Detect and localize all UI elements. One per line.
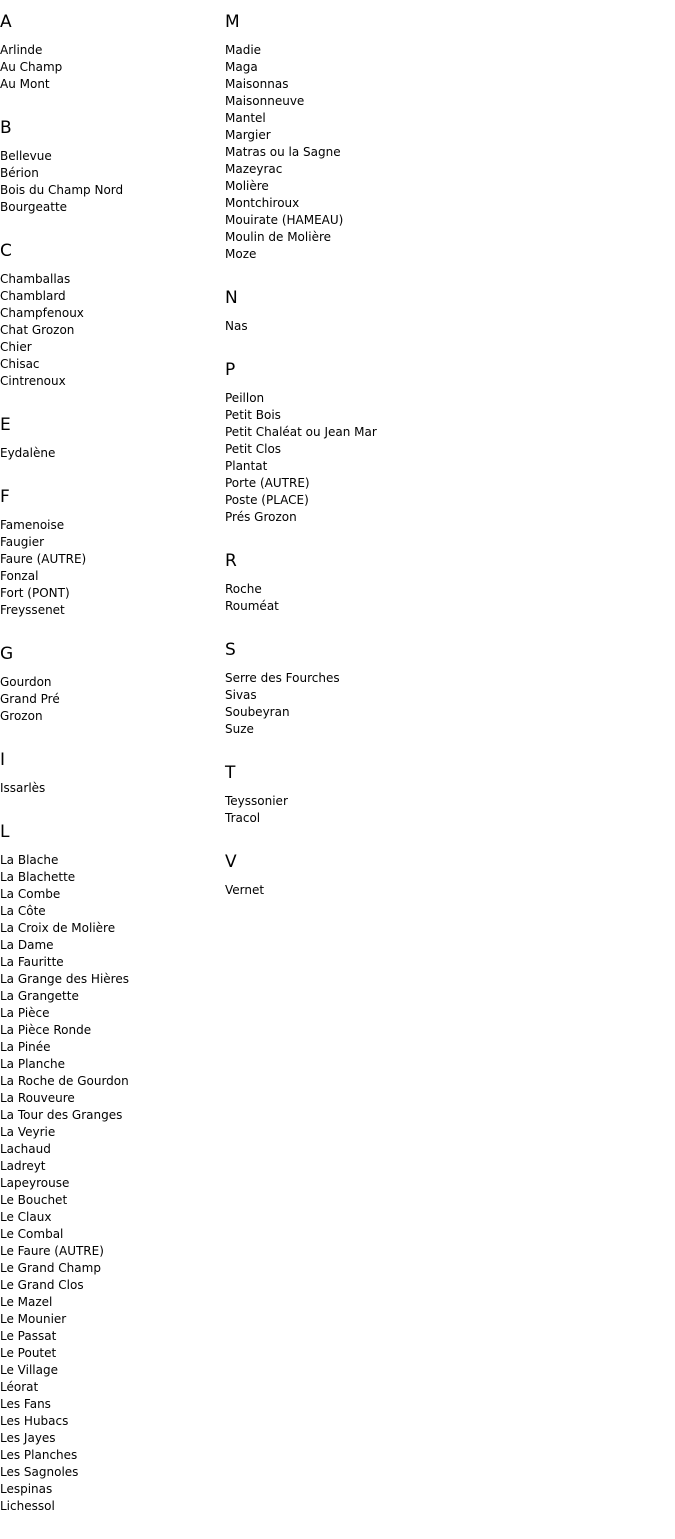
place-name[interactable]: Plantat — [225, 459, 268, 473]
place-name[interactable]: Petit Clos — [225, 442, 282, 456]
place-name[interactable]: Bois du Champ Nord — [0, 183, 124, 197]
place-name[interactable]: Lachaud — [0, 1142, 51, 1156]
place-name[interactable]: La Roche de Gourdon — [0, 1074, 129, 1088]
left-column — [0, 0, 220, 1515]
place-name[interactable]: Margier — [225, 128, 271, 142]
letter-group-b — [0, 118, 220, 216]
letter-heading: R — [225, 551, 237, 571]
place-list — [0, 42, 220, 93]
place-name[interactable]: Les Fans — [0, 1397, 51, 1411]
place-name[interactable]: Prés Grozon — [225, 510, 297, 524]
place-name[interactable]: Maga — [225, 60, 258, 74]
right-column — [225, 0, 665, 899]
place-name[interactable]: Tracol — [225, 811, 261, 825]
letter-heading: G — [0, 644, 14, 664]
place-name[interactable]: Fonzal — [0, 569, 39, 583]
place-name[interactable]: Chamballas — [0, 272, 71, 286]
place-list — [0, 674, 220, 725]
place-name[interactable]: Léorat — [0, 1380, 39, 1394]
letter-heading: P — [225, 360, 236, 380]
letter-group-r — [225, 551, 665, 615]
place-name[interactable]: Matras ou la Sagne — [225, 145, 341, 159]
place-name[interactable]: La Pinée — [0, 1040, 51, 1054]
place-name[interactable]: Nas — [225, 319, 248, 333]
letter-group-s — [225, 640, 665, 738]
place-name[interactable]: Mantel — [225, 111, 266, 125]
place-name[interactable]: Rouméat — [225, 599, 279, 613]
place-name[interactable]: Le Claux — [0, 1210, 52, 1224]
place-name[interactable]: La Grange des Hières — [0, 972, 129, 986]
place-name[interactable]: Cintrenoux — [0, 374, 66, 388]
place-name[interactable]: Moze — [225, 247, 257, 261]
letter-group-l — [0, 822, 220, 1515]
place-name[interactable]: Sivas — [225, 688, 257, 702]
place-name[interactable]: Le Bouchet — [0, 1193, 68, 1207]
place-name[interactable]: La Blache — [0, 853, 59, 867]
place-name[interactable]: Arlinde — [0, 43, 43, 57]
place-name[interactable]: Les Sagnoles — [0, 1465, 79, 1479]
place-list — [0, 445, 220, 462]
place-name[interactable]: Au Champ — [0, 60, 63, 74]
place-name[interactable]: Le Faure (AUTRE) — [0, 1244, 104, 1258]
place-name[interactable]: Teyssonier — [225, 794, 288, 808]
letter-group-p — [225, 360, 665, 526]
place-name[interactable]: La Rouveure — [0, 1091, 75, 1105]
letter-heading: I — [0, 750, 6, 770]
place-name[interactable]: Bourgeatte — [0, 200, 68, 214]
letter-heading: T — [225, 763, 236, 783]
place-name[interactable]: La Croix de Molière — [0, 921, 116, 935]
place-name[interactable]: Le Grand Clos — [0, 1278, 84, 1292]
place-list — [225, 793, 665, 827]
letter-heading: N — [225, 288, 238, 308]
place-name[interactable]: Maisonneuve — [225, 94, 305, 108]
place-name[interactable]: Le Mounier — [0, 1312, 67, 1326]
letter-group-m — [225, 12, 665, 263]
letter-group-n — [225, 288, 665, 335]
place-list — [0, 271, 220, 390]
place-name[interactable]: Molière — [225, 179, 269, 193]
place-name[interactable]: Les Hubacs — [0, 1414, 69, 1428]
place-name[interactable]: Soubeyran — [225, 705, 290, 719]
letter-group-a — [0, 12, 220, 93]
letter-group-f — [0, 487, 220, 619]
place-name[interactable]: Gourdon — [0, 675, 52, 689]
place-name[interactable]: La Tour des Granges — [0, 1108, 123, 1122]
place-list — [0, 852, 220, 1515]
place-name[interactable]: Petit Chaléat ou Jean Mar — [225, 425, 377, 439]
place-name[interactable]: Le Village — [0, 1363, 58, 1377]
place-name[interactable]: Lapeyrouse — [0, 1176, 70, 1190]
letter-group-c — [0, 241, 220, 390]
place-name[interactable]: La Pièce — [0, 1006, 50, 1020]
place-name[interactable]: Chisac — [0, 357, 40, 371]
place-name[interactable]: Le Combal — [0, 1227, 64, 1241]
letter-heading: L — [0, 822, 10, 842]
place-name[interactable]: La Veyrie — [0, 1125, 56, 1139]
place-list — [0, 148, 220, 216]
place-name[interactable]: Chier — [0, 340, 32, 354]
place-list — [225, 390, 665, 526]
place-name[interactable]: La Planche — [0, 1057, 65, 1071]
place-list — [225, 882, 665, 899]
place-list — [225, 318, 665, 335]
letter-heading: C — [0, 241, 12, 261]
place-name[interactable]: Le Grand Champ — [0, 1261, 101, 1275]
letter-group-t — [225, 763, 665, 827]
place-name[interactable]: Poste (PLACE) — [225, 493, 309, 507]
place-name[interactable]: La Côte — [0, 904, 46, 918]
place-name[interactable]: Faure (AUTRE) — [0, 552, 87, 566]
place-name[interactable]: Lichessol — [0, 1499, 55, 1513]
place-name[interactable]: Bellevue — [0, 149, 52, 163]
letter-heading: F — [0, 487, 10, 507]
letter-heading: E — [0, 415, 11, 435]
place-name[interactable]: Porte (AUTRE) — [225, 476, 310, 490]
place-name[interactable]: Faugier — [0, 535, 45, 549]
letter-heading: M — [225, 12, 240, 32]
place-name[interactable]: Mazeyrac — [225, 162, 283, 176]
letter-group-v — [225, 852, 665, 899]
place-name[interactable]: Bérion — [0, 166, 39, 180]
letter-group-g — [0, 644, 220, 725]
place-name[interactable]: La Grangette — [0, 989, 79, 1003]
place-name[interactable]: Moulin de Molière — [225, 230, 332, 244]
place-name[interactable]: Famenoise — [0, 518, 65, 532]
place-name[interactable]: Grand Pré — [0, 692, 60, 706]
place-name[interactable]: Freyssenet — [0, 603, 65, 617]
place-name[interactable]: La Blachette — [0, 870, 76, 884]
place-name[interactable]: Suze — [225, 722, 254, 736]
place-name[interactable]: Roche — [225, 582, 262, 596]
place-name[interactable]: Ladreyt — [0, 1159, 46, 1173]
place-name[interactable]: Eydalène — [0, 446, 56, 460]
place-name[interactable]: Maisonnas — [225, 77, 289, 91]
place-name[interactable]: Montchiroux — [225, 196, 300, 210]
place-list — [225, 42, 665, 263]
letter-group-e — [0, 415, 220, 462]
place-name[interactable]: Le Mazel — [0, 1295, 53, 1309]
place-list — [0, 780, 220, 797]
letter-group-i — [0, 750, 220, 797]
place-list — [0, 517, 220, 619]
letter-heading: V — [225, 852, 237, 872]
place-name[interactable]: Grozon — [0, 709, 43, 723]
place-name[interactable]: Le Poutet — [0, 1346, 57, 1360]
place-name[interactable]: Le Passat — [0, 1329, 57, 1343]
place-name[interactable]: Les Jayes — [0, 1431, 56, 1445]
place-name[interactable]: Lespinas — [0, 1482, 53, 1496]
place-name[interactable]: Chat Grozon — [0, 323, 75, 337]
place-name[interactable]: La Dame — [0, 938, 54, 952]
letter-heading: B — [0, 118, 12, 138]
place-name[interactable]: Peillon — [225, 391, 265, 405]
place-name[interactable]: Serre des Fourches — [225, 671, 340, 685]
place-name[interactable]: La Combe — [0, 887, 61, 901]
place-list — [225, 670, 665, 738]
place-name[interactable]: Issarlès — [0, 781, 46, 795]
place-name[interactable]: Madie — [225, 43, 262, 57]
place-name[interactable]: Chamblard — [0, 289, 66, 303]
place-name[interactable]: La Pièce Ronde — [0, 1023, 92, 1037]
place-name[interactable]: La Fauritte — [0, 955, 64, 969]
place-name[interactable]: Mouirate (HAMEAU) — [225, 213, 344, 227]
place-name[interactable]: Petit Bois — [225, 408, 281, 422]
place-name[interactable]: Vernet — [225, 883, 265, 897]
place-name[interactable]: Champfenoux — [0, 306, 84, 320]
letter-heading: S — [225, 640, 236, 660]
place-list — [225, 581, 665, 615]
place-name[interactable]: Au Mont — [0, 77, 50, 91]
place-name[interactable]: Les Planches — [0, 1448, 78, 1462]
letter-heading: A — [0, 12, 12, 32]
place-name[interactable]: Fort (PONT) — [0, 586, 70, 600]
